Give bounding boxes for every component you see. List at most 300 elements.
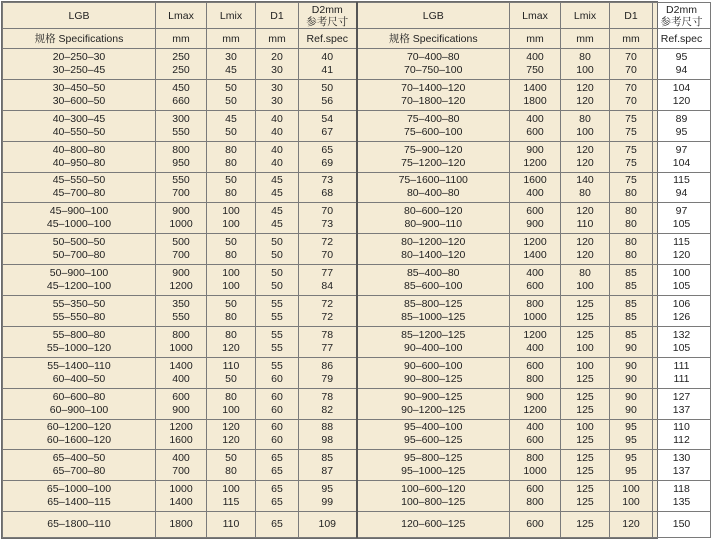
cell-line: 400	[526, 50, 544, 63]
spec-cell	[357, 141, 510, 172]
lmix-cell	[207, 481, 256, 512]
cell-line: 30–250–45	[52, 63, 106, 76]
lmax-cell	[510, 79, 561, 110]
lmix-cell	[207, 141, 256, 172]
cell-line: 115	[673, 174, 690, 187]
cell-line: 65–1000–100	[46, 483, 112, 496]
cell-line: 120	[222, 434, 240, 447]
header-lgb: LGB	[357, 3, 510, 29]
header-ref-spec: Ref.spec	[653, 29, 711, 49]
cell-line: 100	[672, 267, 691, 280]
cell-line: 70–1400–120	[401, 81, 466, 94]
d2-cell	[299, 481, 357, 512]
spec-cell	[3, 172, 156, 203]
lmix-cell	[561, 203, 610, 234]
header-lmix: Lmix	[561, 3, 610, 29]
cell-line: 45–550–50	[52, 174, 106, 187]
cell-line: 80–900–110	[404, 218, 463, 231]
cell-line: 87	[321, 465, 334, 478]
cell-line: 80	[225, 310, 237, 323]
cell-line: 1000	[169, 218, 193, 231]
d2-cell	[299, 326, 357, 357]
cell-line: 400	[526, 112, 544, 125]
cell-line: 750	[526, 63, 544, 76]
lmax-cell	[156, 357, 207, 388]
cell-line: 100	[222, 483, 240, 496]
cell-line: 137	[672, 403, 691, 416]
cell-line: 800	[172, 143, 190, 156]
lmax-cell	[156, 481, 207, 512]
header-lgb: LGB	[3, 3, 156, 29]
cell-line: 97	[675, 205, 688, 218]
lmax-cell	[510, 234, 561, 265]
cell-line: 75–400–80	[406, 112, 460, 125]
cell-line: 105	[672, 218, 691, 231]
lmax-cell	[510, 512, 561, 538]
cell-line: 50	[271, 236, 283, 249]
cell-line: 55	[271, 359, 283, 372]
cell-line: 60	[271, 403, 283, 416]
cell-line: 75	[625, 174, 637, 187]
cell-line: 126	[672, 310, 691, 323]
table-row	[3, 450, 711, 481]
cell-line: 78	[321, 328, 334, 341]
header-lmix: Lmix	[207, 3, 256, 29]
spec-cell	[357, 49, 510, 80]
cell-line: 65–1800–110	[47, 518, 111, 531]
spec-cell	[357, 388, 510, 419]
lmax-cell	[510, 326, 561, 357]
d1-cell	[610, 481, 653, 512]
spec-cell	[357, 172, 510, 203]
d1-cell	[256, 512, 299, 538]
cell-line: 65–1400–115	[47, 496, 111, 509]
cell-line: 50–700–80	[52, 249, 106, 262]
cell-line: 55	[271, 297, 283, 310]
cell-line: 80	[225, 465, 237, 478]
lmax-cell	[510, 49, 561, 80]
spec-cell	[3, 234, 156, 265]
lmax-cell	[156, 450, 207, 481]
cell-line: 65	[271, 483, 283, 496]
d1-cell	[256, 203, 299, 234]
lmix-cell	[207, 296, 256, 327]
cell-line: 115	[222, 496, 240, 509]
cell-line: 110	[222, 359, 240, 372]
cell-line: 100	[622, 496, 640, 509]
cell-line: 30	[225, 50, 237, 63]
cell-line: 60	[271, 372, 283, 385]
table-row	[3, 419, 711, 450]
cell-line: 45	[225, 112, 237, 125]
header-lmax: Lmax	[510, 3, 561, 29]
d2-cell	[299, 512, 357, 538]
spec-cell	[357, 481, 510, 512]
cell-line: 50	[321, 81, 334, 94]
cell-line: 900	[172, 205, 190, 218]
spec-cell	[3, 203, 156, 234]
cell-line: 1800	[523, 94, 547, 107]
cell-line: 55–550–80	[52, 310, 106, 323]
lmix-cell	[207, 357, 256, 388]
cell-line: 95	[321, 483, 334, 496]
cell-line: 95–600–125	[404, 434, 463, 447]
cell-line: 600	[526, 205, 544, 218]
d2-cell	[653, 110, 711, 141]
d2-cell	[299, 79, 357, 110]
table-header	[3, 3, 711, 49]
cell-line: 125	[576, 518, 594, 531]
header-specifications: 规格 Specifications	[357, 29, 510, 49]
cell-line: 80	[579, 112, 591, 125]
cell-line: 118	[673, 483, 690, 496]
header-ref-spec: Ref.spec	[299, 29, 357, 49]
header-row-top	[3, 3, 711, 29]
cell-line: 41	[321, 63, 334, 76]
spec-cell	[357, 110, 510, 141]
lmax-cell	[510, 296, 561, 327]
cell-line: 400	[526, 421, 544, 434]
d2-cell	[299, 419, 357, 450]
cell-line: 120	[576, 143, 594, 156]
cell-line: 109	[318, 518, 337, 531]
cell-line: 45–1000–100	[46, 218, 112, 231]
cell-line: 90	[625, 341, 637, 354]
cell-line: 100	[576, 63, 594, 76]
cell-line: 75–600–100	[404, 125, 463, 138]
d1-cell	[256, 172, 299, 203]
table-row	[3, 481, 711, 512]
cell-line: 660	[172, 94, 190, 107]
cell-line: 75	[625, 143, 637, 156]
table-row	[3, 326, 711, 357]
cell-line: 250	[172, 63, 190, 76]
lmix-cell	[561, 326, 610, 357]
cell-line: 600	[526, 359, 544, 372]
lmix-cell	[561, 49, 610, 80]
cell-line: 125	[576, 496, 594, 509]
cell-line: 300	[172, 112, 190, 125]
header-specifications: 规格 Specifications	[3, 29, 156, 49]
cell-line: 800	[526, 372, 544, 385]
cell-line: 50	[225, 297, 237, 310]
cell-line: 72	[321, 297, 334, 310]
d2-cell	[653, 79, 711, 110]
cell-line: 700	[172, 465, 190, 478]
cell-line: 70	[625, 94, 637, 107]
cell-line: 400	[526, 187, 544, 200]
spec-cell	[357, 419, 510, 450]
cell-line: 30–600–50	[52, 94, 106, 107]
cell-line: 40–300–45	[52, 112, 106, 125]
cell-line: 90–600–100	[404, 359, 463, 372]
lmix-cell	[207, 49, 256, 80]
d1-cell	[256, 265, 299, 296]
d1-cell	[610, 49, 653, 80]
cell-line: 85–400–80	[406, 267, 460, 280]
cell-line: 900	[172, 403, 190, 416]
lmax-cell	[510, 388, 561, 419]
cell-line: 50–900–100	[49, 267, 109, 280]
cell-line: 106	[672, 297, 691, 310]
cell-line: 77	[321, 341, 334, 354]
spec-cell	[357, 265, 510, 296]
header-unit: mm	[256, 29, 299, 49]
d1-cell	[610, 357, 653, 388]
cell-line: 94	[675, 63, 688, 76]
lmax-cell	[156, 388, 207, 419]
spec-cell	[3, 419, 156, 450]
cell-line: 67	[321, 125, 334, 138]
cell-line: 50	[225, 372, 237, 385]
cell-line: 80	[225, 249, 237, 262]
header-d2: D2mm 参考尺寸	[299, 3, 357, 29]
cell-line: 100	[576, 359, 594, 372]
header-d1: D1	[256, 3, 299, 29]
d2-cell	[299, 172, 357, 203]
cell-line: 1400	[523, 81, 547, 94]
d2-cell	[299, 141, 357, 172]
cell-line: 50	[225, 94, 237, 107]
d2-cell	[299, 265, 357, 296]
table-row	[3, 172, 711, 203]
cell-line: 40	[321, 50, 334, 63]
lmix-cell	[561, 234, 610, 265]
cell-line: 45	[271, 205, 283, 218]
cell-line: 82	[321, 403, 334, 416]
cell-line: 350	[172, 297, 190, 310]
cell-line: 95	[625, 465, 637, 478]
cell-line: 125	[576, 434, 594, 447]
cell-line: 45	[225, 63, 237, 76]
spec-cell	[3, 141, 156, 172]
cell-line: 125	[576, 310, 594, 323]
header-row-bottom	[3, 29, 711, 49]
lmax-cell	[156, 234, 207, 265]
cell-line: 55–1000–120	[46, 341, 112, 354]
cell-line: 112	[673, 434, 690, 447]
d1-cell	[610, 326, 653, 357]
cell-line: 95–800–125	[404, 452, 463, 465]
d2-cell	[653, 481, 711, 512]
cell-line: 125	[576, 297, 594, 310]
d2-cell	[653, 388, 711, 419]
cell-line: 700	[172, 249, 190, 262]
cell-line: 90–1200–125	[401, 403, 466, 416]
cell-line: 100–800–125	[401, 496, 466, 509]
cell-line: 104	[672, 156, 691, 169]
lmax-cell	[156, 79, 207, 110]
cell-line: 110	[576, 218, 594, 231]
cell-line: 95–1000–125	[401, 465, 466, 478]
cell-line: 65–700–80	[52, 465, 106, 478]
cell-line: 100	[622, 483, 640, 496]
lmix-cell	[207, 512, 256, 538]
header-unit: mm	[610, 29, 653, 49]
cell-line: 127	[672, 390, 691, 403]
lmix-cell	[207, 79, 256, 110]
cell-line: 120–600–125	[401, 518, 466, 531]
spec-cell	[3, 512, 156, 538]
cell-line: 100	[222, 267, 240, 280]
lmax-cell	[156, 419, 207, 450]
spec-cell	[357, 326, 510, 357]
cell-line: 40	[271, 112, 283, 125]
cell-line: 80	[579, 267, 591, 280]
lmax-cell	[156, 203, 207, 234]
cell-line: 80	[625, 218, 637, 231]
cell-line: 85–800–125	[404, 297, 463, 310]
cell-line: 75–900–120	[404, 143, 463, 156]
d2-cell	[653, 234, 711, 265]
spec-cell	[3, 296, 156, 327]
d1-cell	[256, 79, 299, 110]
cell-line: 125	[576, 465, 594, 478]
spec-cell	[357, 357, 510, 388]
cell-line: 60–900–100	[49, 403, 109, 416]
spec-cell	[3, 388, 156, 419]
cell-line: 97	[675, 143, 688, 156]
cell-line: 90	[625, 359, 637, 372]
cell-line: 85	[625, 267, 637, 280]
lmix-cell	[207, 388, 256, 419]
cell-line: 54	[321, 112, 334, 125]
cell-line: 72	[321, 236, 334, 249]
d2-cell	[653, 265, 711, 296]
cell-line: 65	[271, 465, 283, 478]
lmix-cell	[561, 110, 610, 141]
cell-line: 100	[222, 218, 240, 231]
cell-line: 45–1200–100	[46, 280, 112, 293]
cell-line: 120	[222, 421, 240, 434]
d1-cell	[610, 296, 653, 327]
cell-line: 75	[625, 156, 637, 169]
cell-line: 55	[271, 310, 283, 323]
d2-cell	[653, 203, 711, 234]
cell-line: 80	[225, 187, 237, 200]
cell-line: 95	[625, 452, 637, 465]
cell-line: 95–400–100	[404, 421, 463, 434]
cell-line: 40–800–80	[52, 143, 106, 156]
cell-line: 94	[675, 187, 688, 200]
d2-cell	[653, 512, 711, 538]
cell-line: 80	[625, 249, 637, 262]
cell-line: 80	[625, 187, 637, 200]
cell-line: 400	[172, 372, 190, 385]
d1-cell	[256, 481, 299, 512]
spec-cell	[3, 450, 156, 481]
d2-cell	[299, 450, 357, 481]
d1-cell	[256, 141, 299, 172]
cell-line: 104	[672, 81, 691, 94]
cell-line: 79	[321, 372, 334, 385]
cell-line: 50	[271, 267, 283, 280]
spec-cell	[3, 481, 156, 512]
d2-cell	[299, 49, 357, 80]
cell-line: 115	[673, 236, 690, 249]
cell-line: 70–400–80	[406, 50, 460, 63]
cell-line: 700	[172, 187, 190, 200]
d1-cell	[610, 141, 653, 172]
cell-line: 1400	[169, 359, 193, 372]
cell-line: 800	[526, 496, 544, 509]
lmax-cell	[510, 265, 561, 296]
cell-line: 55	[271, 341, 283, 354]
cell-line: 132	[672, 328, 691, 341]
cell-line: 1000	[169, 341, 193, 354]
lmax-cell	[156, 172, 207, 203]
cell-line: 50	[225, 174, 237, 187]
cell-line: 50	[225, 125, 237, 138]
spec-cell	[3, 326, 156, 357]
cell-line: 68	[321, 187, 334, 200]
lmix-cell	[561, 388, 610, 419]
cell-line: 65–400–50	[52, 452, 106, 465]
lmix-cell	[207, 419, 256, 450]
cell-line: 95	[625, 434, 637, 447]
cell-line: 100	[576, 280, 594, 293]
cell-line: 80–600–120	[404, 205, 463, 218]
cell-line: 80	[225, 328, 237, 341]
cell-line: 70	[321, 205, 334, 218]
cell-line: 90	[625, 372, 637, 385]
cell-line: 70	[321, 249, 334, 262]
cell-line: 800	[526, 452, 544, 465]
cell-line: 80–1200–120	[401, 236, 466, 249]
cell-line: 450	[172, 81, 190, 94]
cell-line: 120	[576, 205, 594, 218]
cell-line: 75	[625, 112, 637, 125]
cell-line: 40–950–80	[52, 156, 106, 169]
cell-line: 800	[526, 297, 544, 310]
cell-line: 70	[625, 81, 637, 94]
cell-line: 1200	[523, 156, 547, 169]
cell-line: 120	[576, 94, 594, 107]
cell-line: 900	[172, 267, 190, 280]
cell-line: 100	[576, 341, 594, 354]
cell-line: 550	[172, 174, 190, 187]
d1-cell	[256, 326, 299, 357]
table-row	[3, 203, 711, 234]
d1-cell	[256, 419, 299, 450]
lmix-cell	[561, 419, 610, 450]
cell-line: 80–400–80	[406, 187, 460, 200]
cell-line: 250	[172, 50, 190, 63]
cell-line: 85	[625, 328, 637, 341]
cell-line: 50	[225, 236, 237, 249]
cell-line: 110	[673, 421, 690, 434]
d1-cell	[256, 388, 299, 419]
cell-line: 30	[271, 94, 283, 107]
cell-line: 84	[321, 280, 334, 293]
cell-line: 40	[271, 143, 283, 156]
spec-cell	[3, 110, 156, 141]
cell-line: 125	[576, 452, 594, 465]
cell-line: 90	[625, 403, 637, 416]
cell-line: 60–1600–120	[46, 434, 112, 447]
cell-line: 150	[672, 518, 691, 531]
cell-line: 135	[672, 496, 691, 509]
cell-line: 120	[576, 81, 594, 94]
cell-line: 70	[625, 63, 637, 76]
lmax-cell	[510, 203, 561, 234]
cell-line: 1200	[523, 236, 547, 249]
cell-line: 125	[576, 390, 594, 403]
cell-line: 400	[526, 341, 544, 354]
cell-line: 65	[271, 452, 283, 465]
lmax-cell	[510, 172, 561, 203]
lmix-cell	[207, 450, 256, 481]
